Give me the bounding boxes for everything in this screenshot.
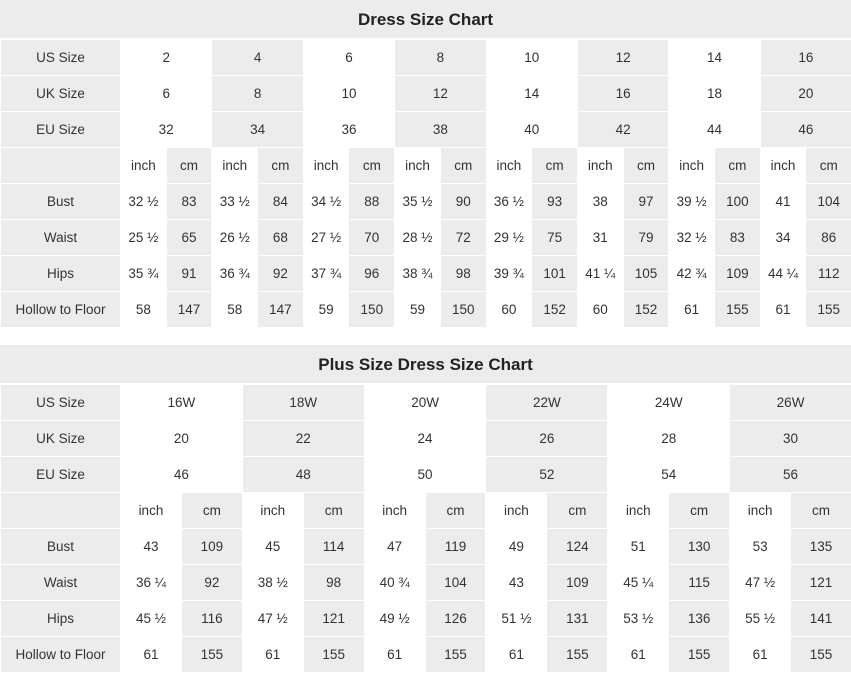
- table-cell: 38: [577, 184, 623, 220]
- table-cell: inch: [730, 493, 791, 529]
- table-cell: 79: [623, 220, 669, 256]
- table-cell: 32: [121, 112, 212, 148]
- table-cell: 114: [303, 529, 364, 565]
- table-row: [1, 421, 851, 457]
- table-cell: 8: [212, 76, 303, 112]
- table-cell: 38: [395, 112, 486, 148]
- table-cell: 4: [212, 40, 303, 76]
- table-cell: cm: [532, 148, 578, 184]
- row-label: US Size: [1, 385, 121, 421]
- table-cell: 72: [440, 220, 486, 256]
- table-cell: 83: [715, 220, 761, 256]
- table-cell: inch: [577, 148, 623, 184]
- table-cell: 24W: [608, 385, 730, 421]
- table-row: [1, 256, 851, 292]
- table-cell: inch: [486, 493, 547, 529]
- table-cell: 26 ½: [212, 220, 258, 256]
- table-cell: 152: [623, 292, 669, 328]
- table-cell: 155: [806, 292, 851, 328]
- table-cell: 105: [623, 256, 669, 292]
- table-cell: cm: [547, 493, 608, 529]
- table-cell: cm: [440, 148, 486, 184]
- table-cell: 16W: [121, 385, 243, 421]
- table-cell: 92: [181, 565, 242, 601]
- table-cell: 65: [166, 220, 212, 256]
- table-cell: 32 ½: [669, 220, 715, 256]
- table-cell: 18W: [242, 385, 364, 421]
- table-cell: 126: [425, 601, 486, 637]
- table-cell: 29 ½: [486, 220, 532, 256]
- table-cell: 14: [486, 76, 577, 112]
- table-cell: 60: [486, 292, 532, 328]
- table-cell: 155: [791, 637, 851, 673]
- table-cell: 109: [181, 529, 242, 565]
- table-cell: 6: [303, 40, 394, 76]
- table-cell: 53: [730, 529, 791, 565]
- table-cell: 49: [486, 529, 547, 565]
- table-cell: 61: [760, 292, 806, 328]
- table-row: [1, 184, 851, 220]
- table-row: [1, 493, 851, 529]
- table-cell: 61: [669, 292, 715, 328]
- table-cell: 130: [669, 529, 730, 565]
- table-row: [1, 220, 851, 256]
- table-cell: 35 ½: [395, 184, 441, 220]
- table-cell: 39 ½: [669, 184, 715, 220]
- table-cell: 98: [303, 565, 364, 601]
- table-cell: 42: [577, 112, 668, 148]
- table-cell: 147: [258, 292, 304, 328]
- table-row: [1, 385, 851, 421]
- table-cell: 47: [364, 529, 425, 565]
- table-cell: 124: [547, 529, 608, 565]
- table-cell: 20: [760, 76, 851, 112]
- table-cell: 97: [623, 184, 669, 220]
- table-cell: 26: [486, 421, 608, 457]
- table-cell: 83: [166, 184, 212, 220]
- table-cell: 92: [258, 256, 304, 292]
- row-label: US Size: [1, 40, 121, 76]
- table-cell: 104: [806, 184, 851, 220]
- table-cell: 34: [760, 220, 806, 256]
- table-cell: 119: [425, 529, 486, 565]
- table-cell: 49 ½: [364, 601, 425, 637]
- table-cell: 50: [364, 457, 486, 493]
- table-cell: 61: [486, 637, 547, 673]
- table-cell: 131: [547, 601, 608, 637]
- table-cell: 38 ½: [242, 565, 303, 601]
- table-cell: inch: [121, 493, 182, 529]
- table-cell: 115: [669, 565, 730, 601]
- size-table: [0, 39, 851, 328]
- size-table: [0, 384, 851, 673]
- table-cell: 39 ¾: [486, 256, 532, 292]
- table-cell: inch: [395, 148, 441, 184]
- table-cell: 46: [760, 112, 851, 148]
- table-cell: 27 ½: [303, 220, 349, 256]
- chart-title: Dress Size Chart: [0, 0, 851, 39]
- table-cell: 34 ½: [303, 184, 349, 220]
- table-cell: 22: [242, 421, 364, 457]
- table-cell: 70: [349, 220, 395, 256]
- table-cell: cm: [806, 148, 851, 184]
- table-cell: 100: [715, 184, 761, 220]
- table-cell: 101: [532, 256, 578, 292]
- table-row: [1, 565, 851, 601]
- table-cell: 22W: [486, 385, 608, 421]
- table-cell: 34: [212, 112, 303, 148]
- table-cell: 2: [121, 40, 212, 76]
- row-label: Waist: [1, 565, 121, 601]
- table-row: [1, 457, 851, 493]
- table-cell: 16: [760, 40, 851, 76]
- row-label: Bust: [1, 529, 121, 565]
- table-cell: 60: [577, 292, 623, 328]
- table-cell: 75: [532, 220, 578, 256]
- table-cell: 31: [577, 220, 623, 256]
- table-cell: 68: [258, 220, 304, 256]
- table-cell: 112: [806, 256, 851, 292]
- table-cell: 41 ¼: [577, 256, 623, 292]
- table-cell: 59: [303, 292, 349, 328]
- table-cell: 36: [303, 112, 394, 148]
- table-row: [1, 637, 851, 673]
- table-cell: inch: [760, 148, 806, 184]
- row-label: [1, 493, 121, 529]
- table-cell: 51 ½: [486, 601, 547, 637]
- table-cell: inch: [486, 148, 532, 184]
- table-cell: 36 ½: [486, 184, 532, 220]
- row-label: UK Size: [1, 421, 121, 457]
- table-cell: 86: [806, 220, 851, 256]
- row-label: Hollow to Floor: [1, 637, 121, 673]
- row-label: UK Size: [1, 76, 121, 112]
- table-row: [1, 112, 851, 148]
- table-cell: 52: [486, 457, 608, 493]
- table-cell: 10: [303, 76, 394, 112]
- table-row: [1, 292, 851, 328]
- table-cell: 42 ¾: [669, 256, 715, 292]
- table-cell: 44: [669, 112, 760, 148]
- table-cell: 45: [242, 529, 303, 565]
- table-cell: 155: [425, 637, 486, 673]
- table-cell: 41: [760, 184, 806, 220]
- table-cell: inch: [608, 493, 669, 529]
- table-cell: 38 ¾: [395, 256, 441, 292]
- table-cell: 36 ¼: [121, 565, 182, 601]
- table-cell: 30: [730, 421, 851, 457]
- table-cell: 155: [547, 637, 608, 673]
- table-cell: 26W: [730, 385, 851, 421]
- table-cell: 90: [440, 184, 486, 220]
- table-cell: cm: [181, 493, 242, 529]
- size-chart-block: [0, 345, 851, 673]
- table-cell: 155: [181, 637, 242, 673]
- table-cell: 58: [212, 292, 258, 328]
- table-cell: 155: [669, 637, 730, 673]
- table-cell: 48: [242, 457, 364, 493]
- table-cell: 28 ½: [395, 220, 441, 256]
- table-cell: cm: [166, 148, 212, 184]
- table-cell: 61: [121, 637, 182, 673]
- table-cell: inch: [212, 148, 258, 184]
- table-cell: 61: [242, 637, 303, 673]
- table-cell: 155: [303, 637, 364, 673]
- table-cell: 96: [349, 256, 395, 292]
- table-cell: 147: [166, 292, 212, 328]
- table-cell: cm: [791, 493, 851, 529]
- table-cell: 12: [395, 76, 486, 112]
- table-cell: 135: [791, 529, 851, 565]
- table-cell: 45 ¼: [608, 565, 669, 601]
- table-cell: 141: [791, 601, 851, 637]
- table-cell: 28: [608, 421, 730, 457]
- table-cell: 45 ½: [121, 601, 182, 637]
- table-cell: 56: [730, 457, 851, 493]
- table-cell: 20: [121, 421, 243, 457]
- table-cell: cm: [425, 493, 486, 529]
- table-cell: 55 ½: [730, 601, 791, 637]
- table-cell: 150: [349, 292, 395, 328]
- table-cell: 61: [608, 637, 669, 673]
- table-row: [1, 148, 851, 184]
- table-cell: 24: [364, 421, 486, 457]
- table-cell: 10: [486, 40, 577, 76]
- row-label: Hips: [1, 256, 121, 292]
- table-cell: inch: [669, 148, 715, 184]
- table-cell: 109: [715, 256, 761, 292]
- table-cell: inch: [242, 493, 303, 529]
- table-cell: 36 ¾: [212, 256, 258, 292]
- row-label: EU Size: [1, 457, 121, 493]
- table-cell: 104: [425, 565, 486, 601]
- table-cell: 43: [121, 529, 182, 565]
- table-row: [1, 601, 851, 637]
- table-cell: 84: [258, 184, 304, 220]
- table-cell: 33 ½: [212, 184, 258, 220]
- table-cell: inch: [121, 148, 167, 184]
- table-cell: 43: [486, 565, 547, 601]
- table-cell: 109: [547, 565, 608, 601]
- section-divider: [0, 328, 851, 345]
- table-cell: 37 ¾: [303, 256, 349, 292]
- table-cell: cm: [349, 148, 395, 184]
- table-row: [1, 529, 851, 565]
- table-cell: 54: [608, 457, 730, 493]
- table-cell: 88: [349, 184, 395, 220]
- table-cell: 53 ½: [608, 601, 669, 637]
- table-cell: 58: [121, 292, 167, 328]
- table-cell: 91: [166, 256, 212, 292]
- row-label: Waist: [1, 220, 121, 256]
- table-cell: 32 ½: [121, 184, 167, 220]
- table-cell: 8: [395, 40, 486, 76]
- row-label: Bust: [1, 184, 121, 220]
- table-cell: cm: [303, 493, 364, 529]
- table-cell: 93: [532, 184, 578, 220]
- table-cell: 40: [486, 112, 577, 148]
- table-cell: 25 ½: [121, 220, 167, 256]
- table-cell: 16: [577, 76, 668, 112]
- table-cell: 51: [608, 529, 669, 565]
- chart-title: Plus Size Dress Size Chart: [0, 345, 851, 384]
- table-row: [1, 40, 851, 76]
- table-cell: 136: [669, 601, 730, 637]
- table-cell: 6: [121, 76, 212, 112]
- table-cell: 116: [181, 601, 242, 637]
- table-cell: 59: [395, 292, 441, 328]
- row-label: EU Size: [1, 112, 121, 148]
- table-cell: 61: [730, 637, 791, 673]
- table-cell: inch: [364, 493, 425, 529]
- row-label: Hips: [1, 601, 121, 637]
- table-cell: 20W: [364, 385, 486, 421]
- table-cell: cm: [258, 148, 304, 184]
- size-chart-block: [0, 0, 851, 328]
- table-cell: 152: [532, 292, 578, 328]
- row-label: Hollow to Floor: [1, 292, 121, 328]
- table-cell: 98: [440, 256, 486, 292]
- table-cell: cm: [669, 493, 730, 529]
- table-cell: 155: [715, 292, 761, 328]
- table-cell: 150: [440, 292, 486, 328]
- table-row: [1, 76, 851, 112]
- table-cell: 14: [669, 40, 760, 76]
- table-cell: 46: [121, 457, 243, 493]
- table-cell: 61: [364, 637, 425, 673]
- table-cell: 44 ¼: [760, 256, 806, 292]
- table-cell: 35 ¾: [121, 256, 167, 292]
- row-label: [1, 148, 121, 184]
- table-cell: 12: [577, 40, 668, 76]
- table-cell: 121: [303, 601, 364, 637]
- table-cell: 47 ½: [242, 601, 303, 637]
- table-cell: 18: [669, 76, 760, 112]
- table-cell: inch: [303, 148, 349, 184]
- table-cell: 121: [791, 565, 851, 601]
- table-cell: 47 ½: [730, 565, 791, 601]
- table-cell: cm: [623, 148, 669, 184]
- table-cell: 40 ¾: [364, 565, 425, 601]
- table-cell: cm: [715, 148, 761, 184]
